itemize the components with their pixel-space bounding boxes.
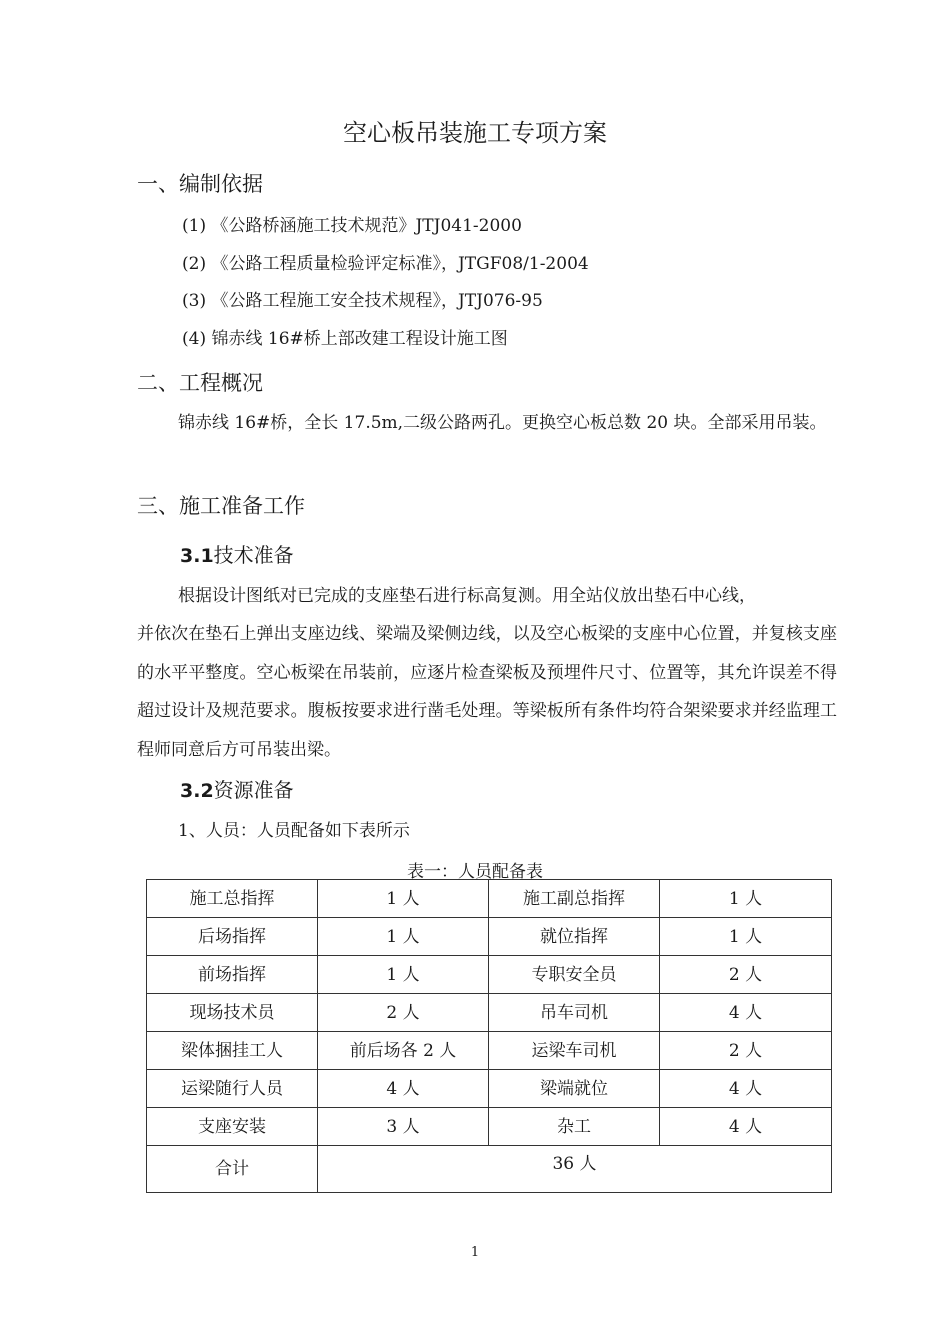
count-cell: 4 人 [660,994,832,1032]
subsection-heading-technical [180,540,294,571]
overview-paragraph: 锦赤线 16#桥，全长 17.5m,二级公路两孔。更换空心板总数 20 块。全部采用吊装。 [178,413,827,433]
count-cell: 4 人 [318,1070,489,1108]
role-cell: 支座安装 [147,1108,318,1146]
document-title: 空心板吊装施工专项方案 [343,119,607,147]
role-cell: 吊车司机 [489,994,660,1032]
total-value-cell: 36 人 [318,1146,832,1193]
role-cell: 杂工 [489,1108,660,1146]
role-cell: 后场指挥 [147,918,318,956]
reference-3: (3) 《公路工程施工安全技术规程》，JTJ076-95 [182,291,543,311]
count-cell: 1 人 [660,880,832,918]
subsection-heading-resources [180,775,294,806]
section-heading-basis: 一、编制依据 [137,172,263,196]
table-total-row [147,1146,832,1193]
role-cell: 施工总指挥 [147,880,318,918]
role-cell: 运梁随行人员 [147,1070,318,1108]
role-cell: 梁端就位 [489,1070,660,1108]
count-cell: 4 人 [660,1108,832,1146]
role-cell: 运梁车司机 [489,1032,660,1070]
technical-paragraph: 并依次在垫石上弹出支座边线、梁端及梁侧边线，以及空心板梁的支座中心位置，并复核支座的水平平整度。空心板梁在吊装前，应逐片检查梁板及预埋件尺寸、位置等，其允许误差不得超过设计及规范要求。腹板按要求进行凿毛处理。等梁板所有条件均符合架梁要求并经监理工程师同意后方可吊装出梁。 [137,624,837,760]
table-row [147,918,832,956]
table-row [147,1070,832,1108]
technical-paragraph-first-line: 根据设计图纸对已完成的支座垫石进行标高复测。用全站仪放出垫石中心线， [178,586,756,606]
table-row [147,956,832,994]
page-number: 1 [470,1245,480,1260]
section-heading-overview: 二、工程概况 [137,371,263,395]
reference-4: (4) 锦赤线 16#桥上部改建工程设计施工图 [182,329,508,349]
count-cell: 1 人 [660,918,832,956]
role-cell: 专职安全员 [489,956,660,994]
count-cell: 4 人 [660,1070,832,1108]
subsection-title: 资源准备 [213,778,294,802]
count-cell: 1 人 [318,956,489,994]
count-cell: 2 人 [660,956,832,994]
count-cell: 3 人 [318,1108,489,1146]
table-row [147,1108,832,1146]
table-caption: 表一：人员配备表 [407,862,543,882]
table-row [147,994,832,1032]
role-cell: 就位指挥 [489,918,660,956]
subsection-number: 3.2 [180,780,214,802]
reference-1: (1) 《公路桥涵施工技术规范》JTJ041-2000 [182,216,522,236]
count-cell: 1 人 [318,918,489,956]
section-heading-preparation: 三、施工准备工作 [137,494,305,518]
reference-2: (2) 《公路工程质量检验评定标准》，JTGF08/1-2004 [182,254,589,274]
table-row [147,880,832,918]
count-cell: 1 人 [318,880,489,918]
resources-item-personnel: 1、人员：人员配备如下表所示 [178,821,410,841]
staffing-table [146,879,832,1193]
subsection-number: 3.1 [180,545,214,567]
count-cell: 前后场各 2 人 [318,1032,489,1070]
total-label-cell: 合计 [147,1146,318,1193]
count-cell: 2 人 [318,994,489,1032]
role-cell: 前场指挥 [147,956,318,994]
role-cell: 现场技术员 [147,994,318,1032]
count-cell: 2 人 [660,1032,832,1070]
table-row [147,1032,832,1070]
role-cell: 施工副总指挥 [489,880,660,918]
subsection-title: 技术准备 [213,543,294,567]
role-cell: 梁体捆挂工人 [147,1032,318,1070]
